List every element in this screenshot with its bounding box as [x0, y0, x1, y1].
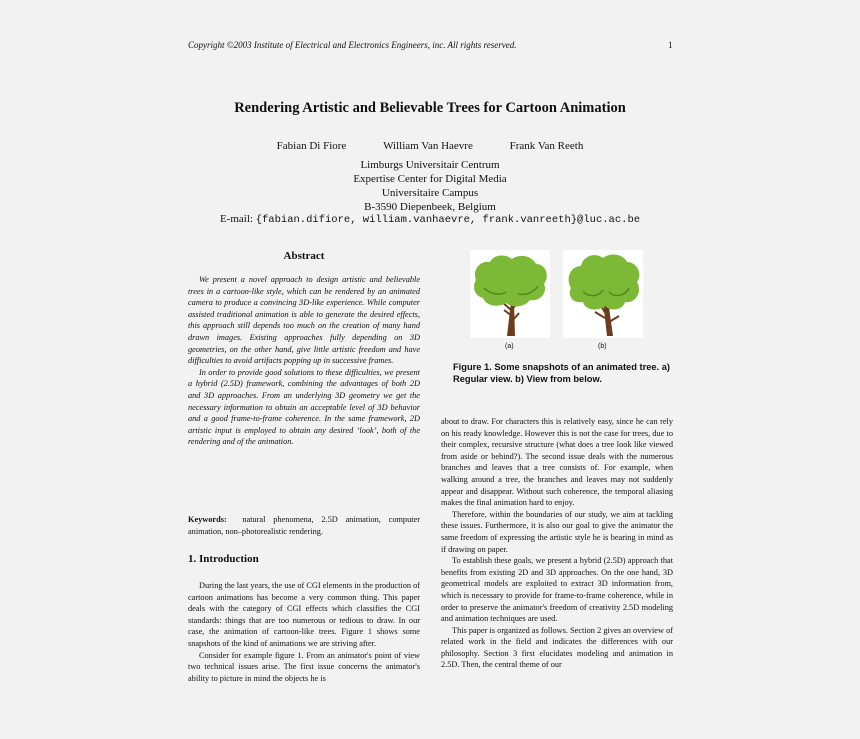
subfigure-label-a: (a) — [505, 343, 514, 350]
abstract-paragraph: In order to provide good solutions to these difficulties, we present a hybrid (2.5D) framework, combining the advantages of both 2D and 3D approaches. From an underlying 3D geometry we get the necessary information to obtain an acceptable level of 3D behavior and a good frame-to-frame coherence. In the same framework, 2D artistic input is employed to obtain any desired ‘look’, both of the rendering and of the animation. — [188, 367, 420, 447]
figure-caption: Figure 1. Some snapshots of an animated tree. a) Regular view. b) View from below. — [453, 362, 670, 384]
author-list — [0, 140, 860, 152]
body-paragraph: Therefore, within the boundaries of our study, we aim at tackling these issues. Furthermore, it is also our goal to give the animator the same freedom of expressing the artistic style he is bearing in mind as if drawing on paper. — [441, 509, 673, 554]
abstract-paragraph: We present a novel approach to design artistic and believable trees in a cartoon-like style, which can be rendered by an animated camera to produce a convincing 3D-like experience. While computer assisted traditional animation is able to generate the desired effects, this approach still depends too much on the creation of many hand drawn images. Existing approaches fully depending on 3D geometries, on the other hand, give little artistic freedom and have difficulties to avoid artifacts popping up in successive frames. — [188, 275, 420, 366]
body-paragraph: about to draw. For characters this is relatively easy, since he can rely on his ready knowledge. However this is not the case for trees, due to their complex, recursive structure (what does a tree look like viewed from aside or behind?). The second issue deals with the numerous branches and leaves that a tree consists of. For example, when walking around a tree, the branches and leaves may not suddenly appear and disappear. Without such coherence, the temporal aliasing makes the final animation hard to enjoy. — [441, 417, 673, 508]
abstract-body — [188, 274, 420, 448]
body-paragraph: To establish these goals, we present a hybrid (2.5D) approach that benefits from existing 2D and 3D approaches. On the one hand, 3D geometrical models are exploited to extract 3D information from, which is necessary to provide for frame-to-frame coherence, while in order to preserve the animator's freedom of creativity 2.5D modeling and animation techniques are used. — [441, 556, 673, 624]
body-paragraph: This paper is organized as follows. Section 2 gives an overview of related work in the field and indicates the differences with our philosophy. Section 3 first elucidates modeling and animation in 2.5D. Then, the central theme of our — [441, 625, 673, 670]
tree-foliage — [569, 255, 640, 310]
author-name: William Van Haevre — [383, 140, 473, 152]
keywords-label: Keywords: — [188, 515, 227, 524]
affiliation-line: B-3590 Diepenbeek, Belgium — [364, 201, 496, 213]
tree-foliage — [474, 256, 547, 307]
copyright-notice: Copyright ©2003 Institute of Electrical and Electronics Engineers, inc. All rights reserved. — [188, 40, 517, 50]
email-line — [0, 213, 860, 226]
right-column-body — [441, 416, 673, 671]
subfigure-label-b: (b) — [598, 343, 607, 350]
keywords — [188, 514, 420, 537]
affiliation-line: Expertise Center for Digital Media — [353, 173, 507, 185]
affiliation-line: Universitaire Campus — [381, 187, 479, 199]
page-number: 1 — [668, 40, 673, 50]
body-paragraph: Consider for example figure 1. From an animator's point of view two technical issues arise. The first issue concerns the animator's ability to picture in mind the objects he is — [188, 650, 420, 683]
introduction-body — [188, 580, 420, 684]
email-addresses[interactable]: {fabian.difiore, william.vanhaevre, frank.vanreeth}@luc.ac.be — [255, 214, 641, 226]
affiliation — [0, 158, 860, 214]
abstract-heading: Abstract — [283, 250, 325, 262]
figure-panel-b — [563, 250, 643, 338]
tree-image-view-from-below — [563, 250, 643, 338]
figure-panel-a — [470, 250, 550, 338]
author-name: Frank Van Reeth — [509, 140, 584, 152]
tree-image-regular-view — [470, 250, 550, 338]
email-label: E-mail: — [219, 213, 256, 225]
paper-title: Rendering Artistic and Believable Trees for Cartoon Animation — [234, 100, 626, 116]
author-name: Fabian Di Fiore — [276, 140, 347, 152]
keywords-text: natural phenomena, 2.5D animation, computer animation, non–photorealistic rendering. — [188, 515, 420, 536]
body-paragraph: During the last years, the use of CGI elements in the production of cartoon animations has become a very common thing. This paper deals with the category of CGI effects which classifies the CGI standards: things that are too numerous or tedious to draw. In our case, the animation of cartoon-like trees. Figure 1 shows some snapshots of the kind of animations we are striving after. — [188, 581, 420, 648]
affiliation-line: Limburgs Universitair Centrum — [360, 159, 500, 171]
section-heading: 1. Introduction — [188, 553, 259, 565]
